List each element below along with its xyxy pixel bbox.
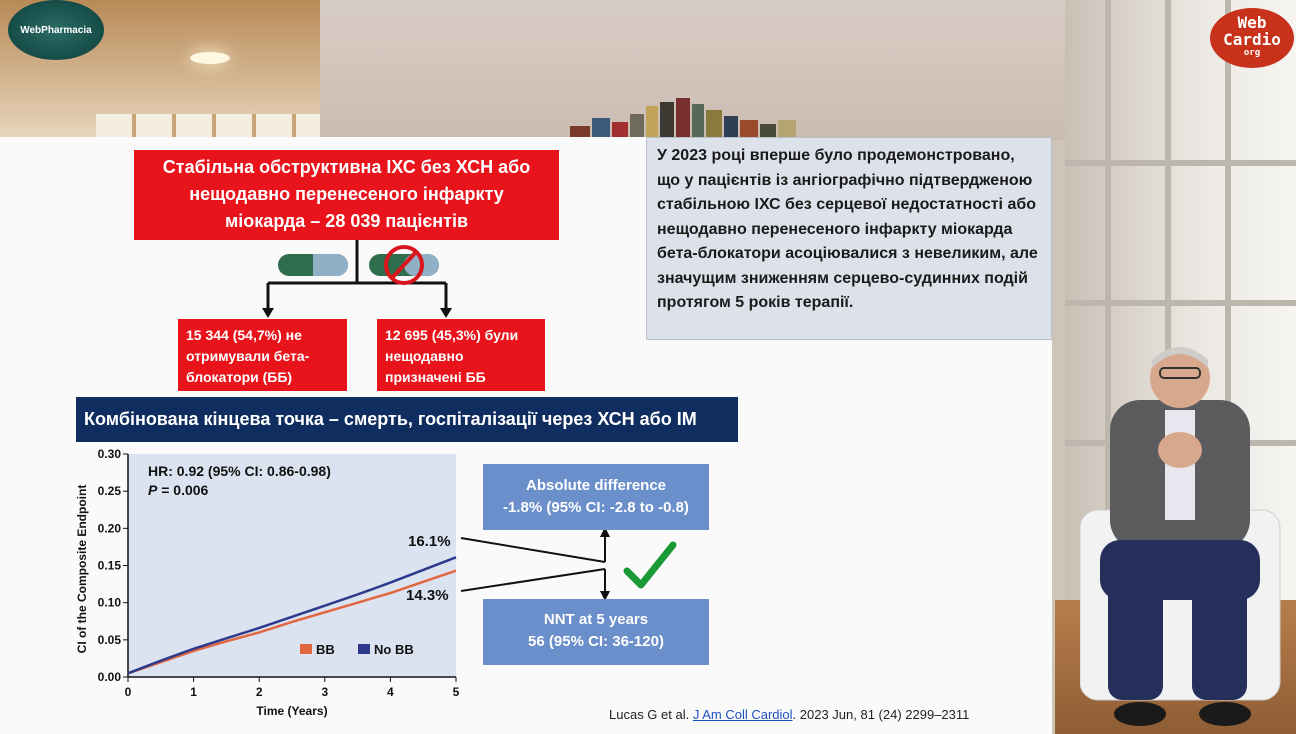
y-tick-label: 0.20 bbox=[97, 521, 121, 536]
y-tick-label: 0.00 bbox=[97, 670, 121, 684]
nnt-box bbox=[483, 599, 709, 665]
webpharmacia-logo-text: WebPharmacia bbox=[20, 24, 92, 36]
webcardio-logo-line1: Web bbox=[1237, 13, 1267, 32]
legend-label-bb: BB bbox=[316, 642, 335, 657]
population-line-1: Стабільна обструктивна ІХС без ХСН або bbox=[162, 157, 531, 177]
end-label-bb: 14.3% bbox=[406, 587, 449, 604]
presentation-slide bbox=[0, 137, 1052, 734]
no-bb-line-2: отримували бета- bbox=[186, 348, 310, 364]
webcardio-logo-line2: Cardio bbox=[1223, 29, 1281, 49]
absolute-difference-value: -1.8% (95% CI: -2.8 to -0.8) bbox=[503, 499, 689, 516]
x-tick-label: 1 bbox=[190, 685, 197, 699]
citation-authors: Lucas G et al. bbox=[609, 707, 693, 722]
absolute-difference-title: Absolute difference bbox=[525, 477, 667, 494]
ceiling-lamp bbox=[190, 52, 230, 64]
bb-line-2: нещодавно bbox=[385, 348, 464, 364]
webcardio-logo bbox=[1210, 8, 1294, 68]
presenter-video bbox=[1080, 340, 1290, 734]
citation bbox=[609, 707, 969, 722]
x-tick-label: 5 bbox=[452, 685, 460, 699]
y-tick-label: 0.15 bbox=[97, 558, 121, 573]
no-pill-icon bbox=[368, 243, 440, 287]
summary-note: У 2023 році вперше було продемонстровано, що у пацієнтів із ангіографічно підтвердженою стабільною ІХС без серцевої недостатності або нещодавно перенесеного інфаркту міокарда бета-блокатори асоціювалися з невеликим, але значущим зниженням серцево-судинних подій протягом 5 років терапії. bbox=[646, 137, 1052, 340]
no-bb-line-3: блокатори (ББ) bbox=[186, 369, 293, 385]
y-tick-label: 0.10 bbox=[97, 595, 121, 610]
endpoint-title-bar: Комбінована кінцева точка – смерть, госпіталізації через ХСН або ІМ bbox=[76, 397, 738, 442]
pill-icon bbox=[277, 253, 349, 277]
citation-details: . 2023 Jun, 81 (24) 2299–2311 bbox=[792, 707, 970, 722]
wall-background bbox=[320, 0, 1070, 140]
x-tick-label: 0 bbox=[124, 685, 132, 699]
bb-line-3: призначені ББ bbox=[385, 369, 486, 385]
hazard-ratio-text: HR: 0.92 (95% CI: 0.86-0.98) bbox=[148, 463, 331, 479]
nnt-value: 56 (95% CI: 36-120) bbox=[528, 633, 664, 650]
legend-swatch-no-bb bbox=[358, 644, 370, 654]
no-bb-line-1: 15 344 (54,7%) не bbox=[186, 327, 302, 343]
x-tick-label: 4 bbox=[387, 685, 394, 699]
bb-line-1: 12 695 (45,3%) були bbox=[385, 327, 519, 343]
population-box bbox=[134, 150, 559, 240]
end-label-no-bb: 16.1% bbox=[408, 533, 451, 550]
check-icon bbox=[627, 545, 673, 585]
beta-blocker-group-box bbox=[377, 319, 545, 391]
y-tick-label: 0.30 bbox=[97, 449, 121, 461]
p-value: = 0.006 bbox=[157, 482, 209, 498]
y-tick-label: 0.05 bbox=[97, 632, 121, 647]
absolute-difference-box bbox=[483, 464, 709, 530]
no-beta-blocker-group-box bbox=[178, 319, 347, 391]
x-tick-label: 3 bbox=[321, 685, 329, 699]
webcardio-logo-line3: org bbox=[1243, 47, 1261, 58]
citation-journal-link[interactable]: J Am Coll Cardiol bbox=[692, 707, 793, 722]
legend-label-no-bb: No BB bbox=[374, 642, 414, 657]
legend-swatch-bb bbox=[300, 644, 312, 654]
population-line-3: міокарда – 28 039 пацієнтів bbox=[224, 211, 469, 231]
y-axis-label: CI of the Composite Endpoint bbox=[75, 484, 89, 654]
cumulative-incidence-chart bbox=[68, 449, 468, 719]
p-value-text bbox=[148, 482, 209, 498]
population-line-2: нещодавно перенесеного інфаркту bbox=[189, 184, 504, 204]
x-tick-label: 2 bbox=[255, 685, 263, 699]
nnt-title: NNT at 5 years bbox=[543, 611, 649, 628]
p-label: P bbox=[148, 482, 158, 498]
difference-arrows bbox=[455, 527, 685, 607]
webpharmacia-logo bbox=[8, 0, 104, 60]
y-tick-label: 0.25 bbox=[97, 484, 121, 499]
x-axis-label: Time (Years) bbox=[256, 704, 328, 718]
bookshelf bbox=[570, 96, 820, 138]
